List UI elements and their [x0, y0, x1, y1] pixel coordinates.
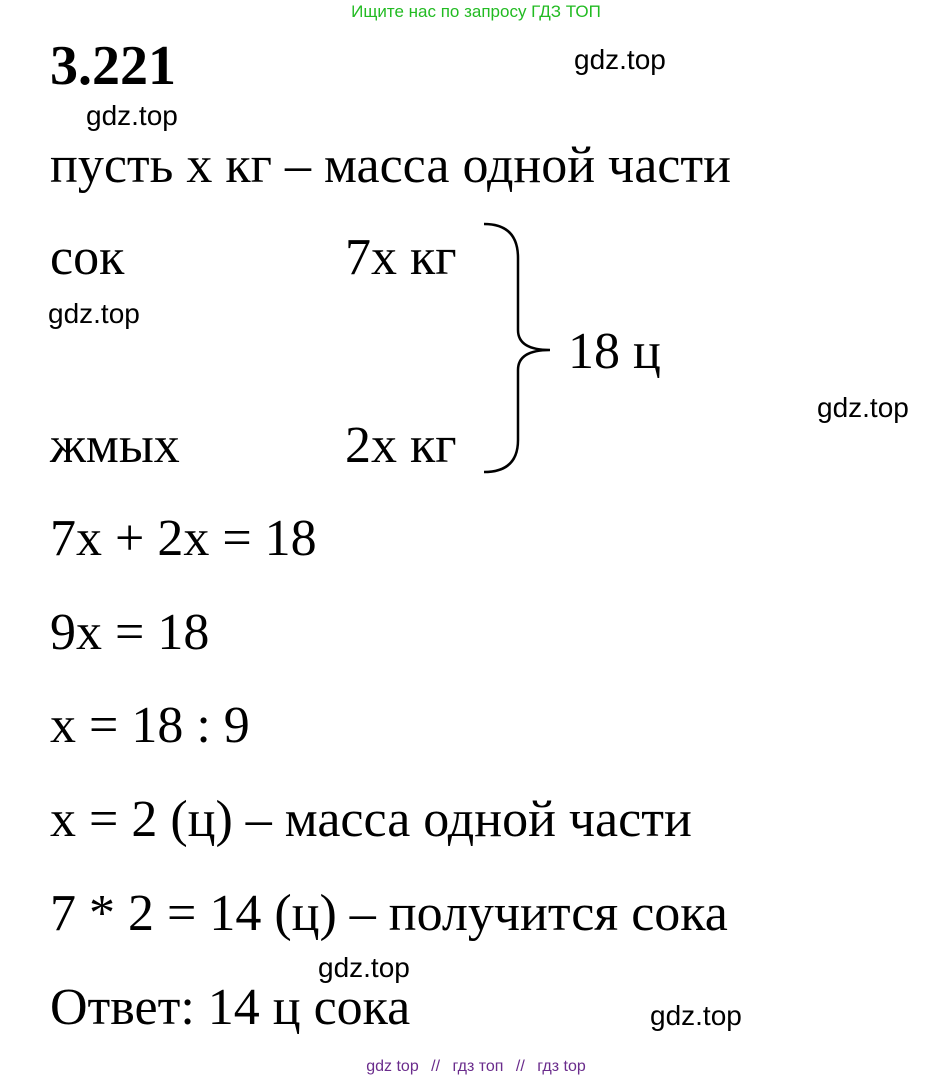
intro-line: пусть х кг – масса одной части	[50, 137, 731, 194]
total-value: 18 ц	[568, 323, 661, 380]
equation-4: х = 2 (ц) – масса одной части	[50, 791, 692, 848]
watermark: gdz.top	[650, 1000, 742, 1031]
top-banner[interactable]: Ищите нас по запросу ГДЗ ТОП	[351, 2, 601, 21]
equation-2: 9х = 18	[50, 604, 210, 661]
footer-link[interactable]: гдз топ	[452, 1058, 504, 1075]
juice-label: сок	[50, 229, 125, 286]
task-number: 3.221	[50, 35, 176, 97]
footer-link[interactable]: гдз top	[537, 1058, 586, 1075]
footer-separator: //	[515, 1058, 525, 1075]
cake-label: жмых	[50, 417, 180, 474]
watermark: gdz.top	[817, 392, 909, 423]
equation-1: 7х + 2х = 18	[50, 510, 317, 567]
curly-brace-icon	[478, 218, 558, 478]
equation-3: х = 18 : 9	[50, 697, 250, 754]
equation-5: 7 * 2 = 14 (ц) – получится сока	[50, 885, 728, 942]
watermark: gdz.top	[318, 952, 410, 983]
answer-line: Ответ: 14 ц сока	[50, 979, 411, 1036]
watermark: gdz.top	[86, 100, 178, 131]
watermark: gdz.top	[574, 44, 666, 75]
footer-links	[0, 1058, 952, 1076]
cake-value: 2х кг	[345, 417, 457, 474]
footer-separator: //	[431, 1058, 441, 1075]
footer-link[interactable]: gdz top	[366, 1058, 419, 1075]
juice-value: 7х кг	[345, 229, 457, 286]
watermark: gdz.top	[48, 298, 140, 329]
